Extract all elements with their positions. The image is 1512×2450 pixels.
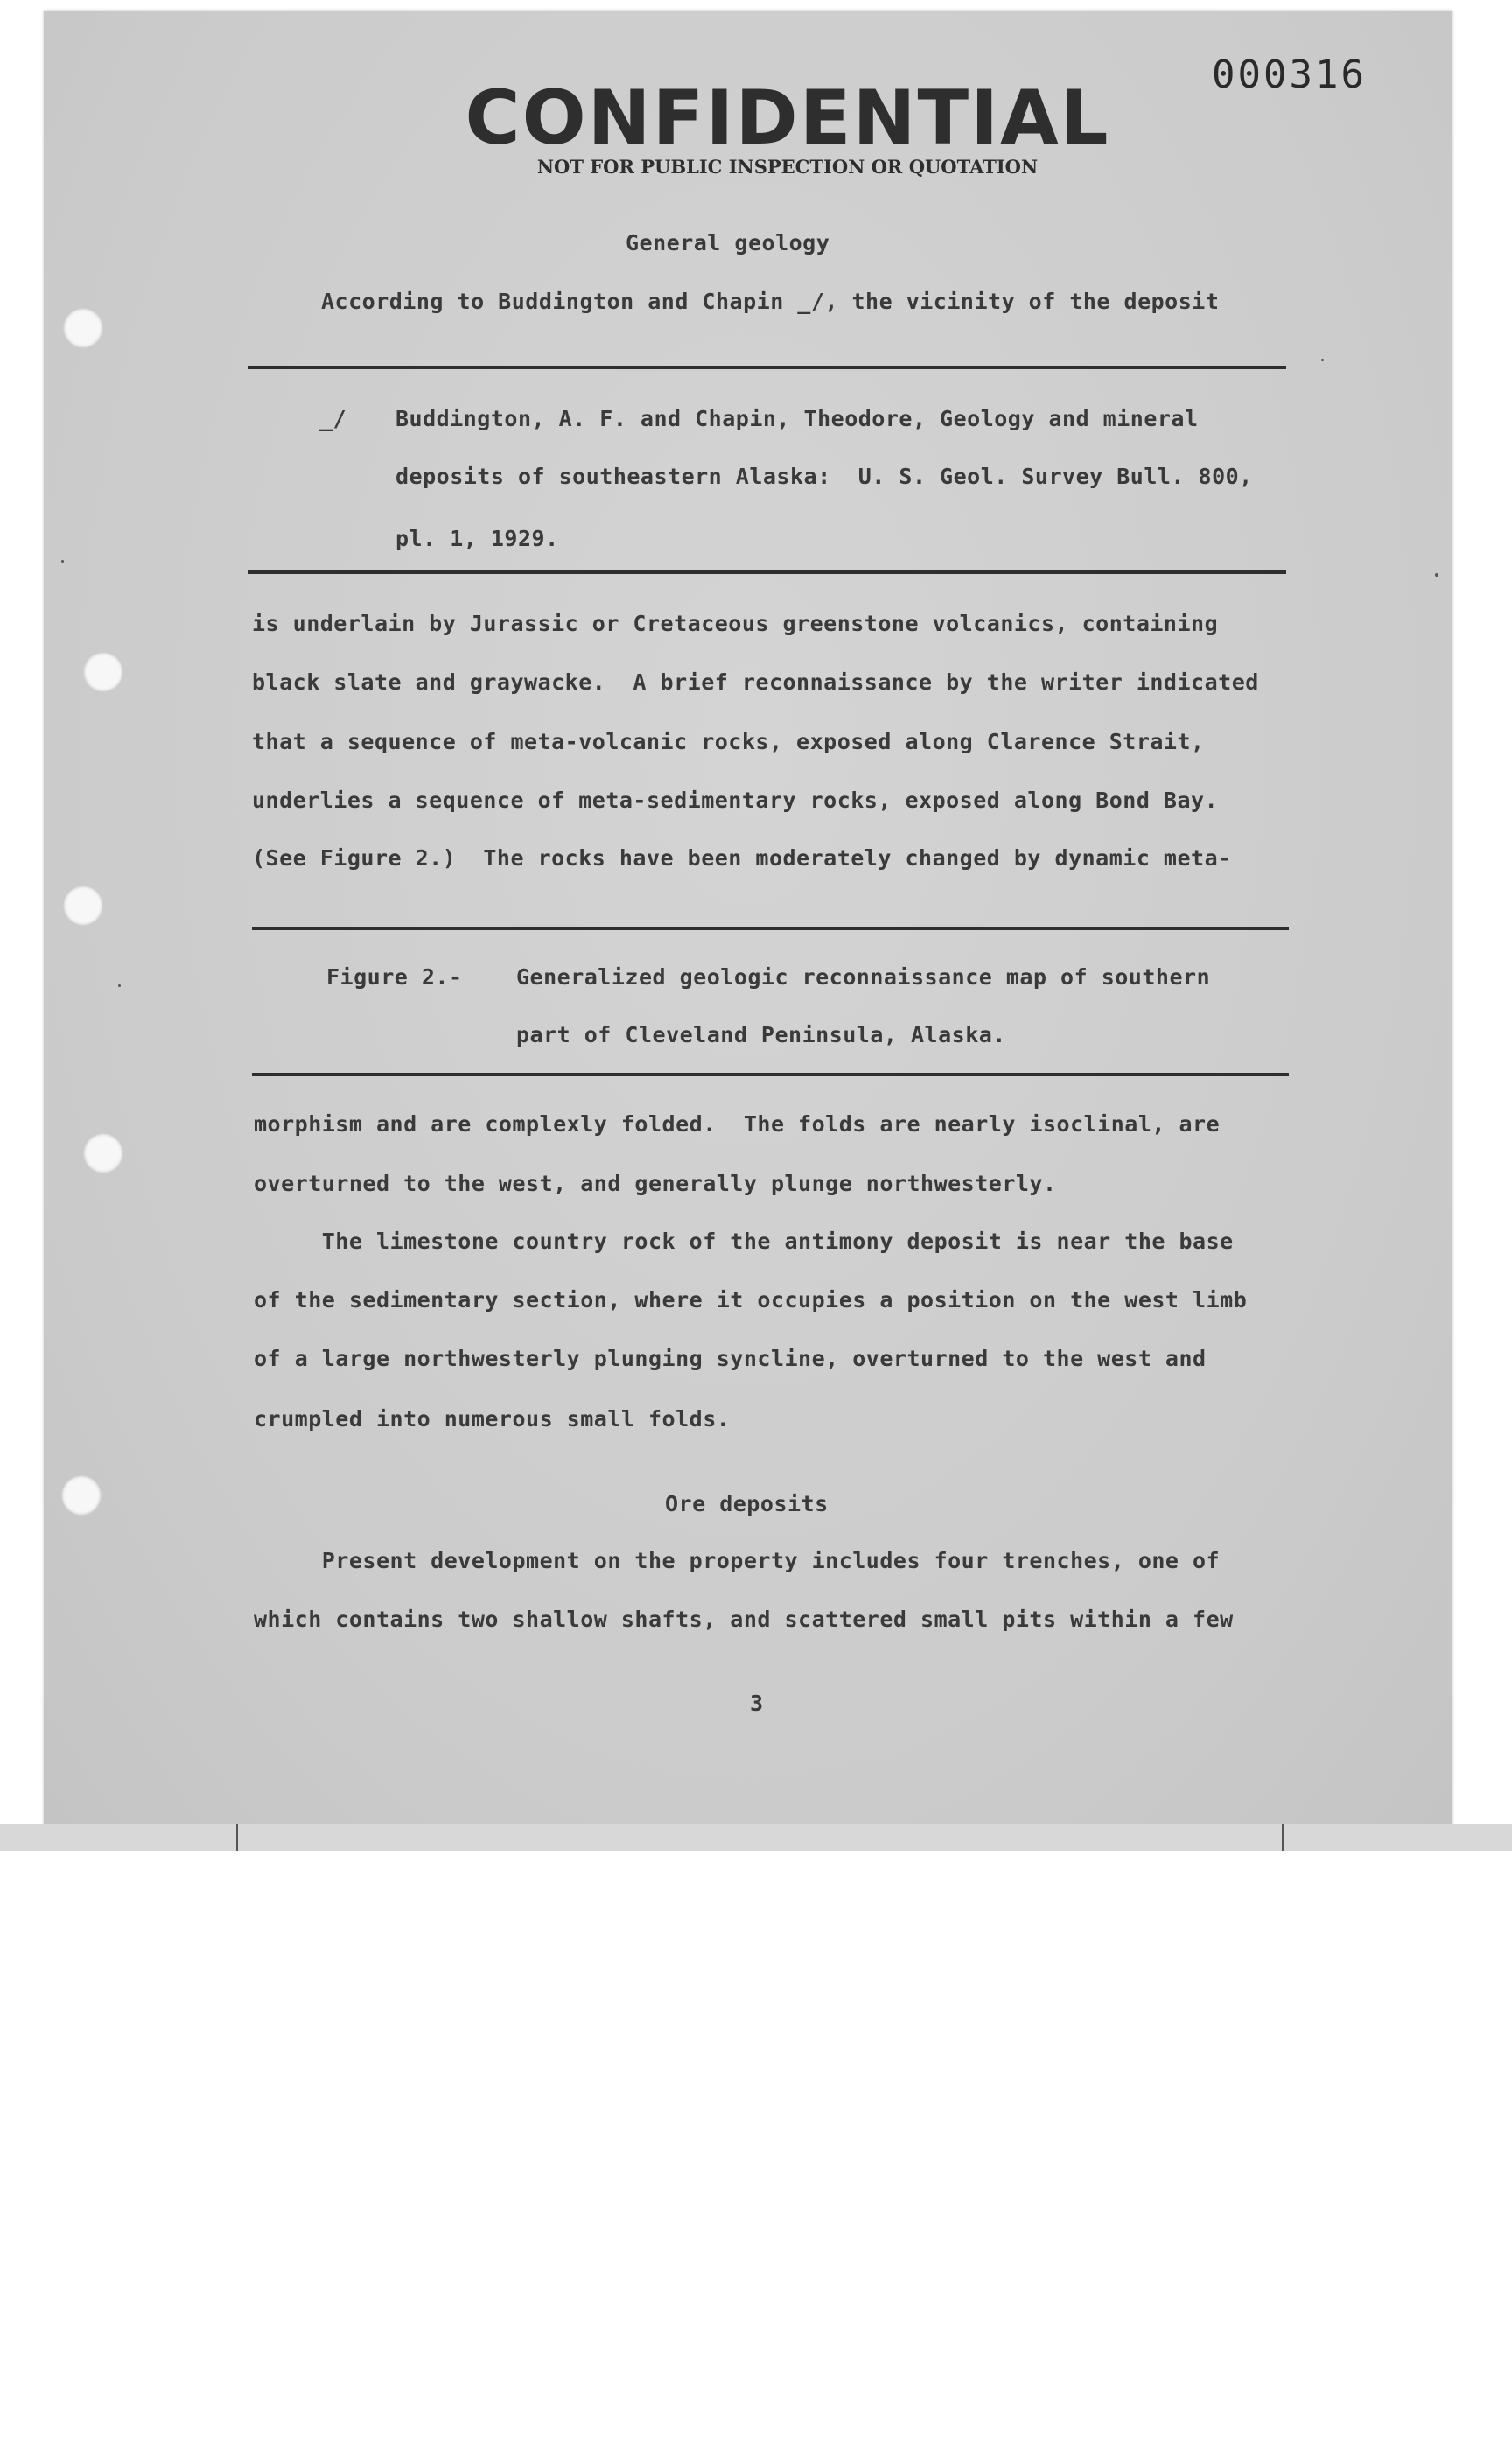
body-line: Present development on the property includes four trenches, one of [254,1548,1221,1573]
divider [248,570,1286,574]
body-line: (See Figure 2.) The rocks have been moderately changed by dynamic meta- [252,845,1232,871]
blank-area [0,1851,1512,2450]
figure-caption-line: Generalized geologic reconnaissance map of southern [516,964,1211,990]
speck [1435,573,1438,577]
divider [248,366,1286,369]
speck [61,560,64,563]
divider [252,1073,1289,1076]
body-line: of the sedimentary section, where it occupies a position on the west limb [254,1287,1248,1312]
page-number: 3 [750,1690,764,1716]
speck [118,984,121,987]
footnote-marker: _/ [319,406,347,431]
body-line: which contains two shallow shafts, and scattered small pits within a few [254,1606,1234,1632]
document-number: 000316 [1212,52,1367,97]
body-line: of a large northwesterly plunging syncline, overturned to the west and [254,1346,1207,1371]
body-line: The limestone country rock of the antimony deposit is near the base [254,1228,1234,1254]
punch-hole [61,1475,102,1516]
punch-hole [63,308,103,348]
footnote-line: deposits of southeastern Alaska: U. S. Geol. Survey Bull. 800, [396,464,1253,489]
scan-tick [236,1824,238,1851]
confidential-stamp: CONFIDENTIAL [465,74,1110,162]
divider [252,927,1289,930]
scan-tick [1282,1824,1284,1851]
body-line: overturned to the west, and generally plunge northwesterly. [254,1171,1057,1196]
punch-hole [83,1133,123,1173]
footnote-line: Buddington, A. F. and Chapin, Theodore, Geology and mineral [396,406,1199,431]
confidential-stamp-subtitle: NOT FOR PUBLIC INSPECTION OR QUOTATION [536,156,1039,178]
body-line: crumpled into numerous small folds. [254,1406,731,1432]
section-heading-ore-deposits: Ore deposits [665,1491,829,1516]
punch-hole [63,886,103,926]
body-line: is underlain by Jurassic or Cretaceous greenstone volcanics, containing [252,611,1219,636]
scan-edge [0,1824,1512,1851]
speck [1321,359,1324,361]
punch-hole [83,652,123,692]
figure-caption-line: part of Cleveland Peninsula, Alaska. [516,1022,1006,1047]
body-line: black slate and graywacke. A brief reconnaissance by the writer indicated [252,669,1259,695]
body-line: morphism and are complexly folded. The folds are nearly isoclinal, are [254,1111,1221,1137]
footnote-line: pl. 1, 1929. [396,526,559,551]
figure-label: Figure 2.- [326,964,463,990]
section-heading-general-geology: General geology [626,230,830,256]
body-line: that a sequence of meta-volcanic rocks, exposed along Clarence Strait, [252,729,1205,754]
body-line: underlies a sequence of meta-sedimentary rocks, exposed along Bond Bay. [252,788,1219,813]
intro-line: According to Buddington and Chapin _/, the vicinity of the deposit [321,289,1220,314]
